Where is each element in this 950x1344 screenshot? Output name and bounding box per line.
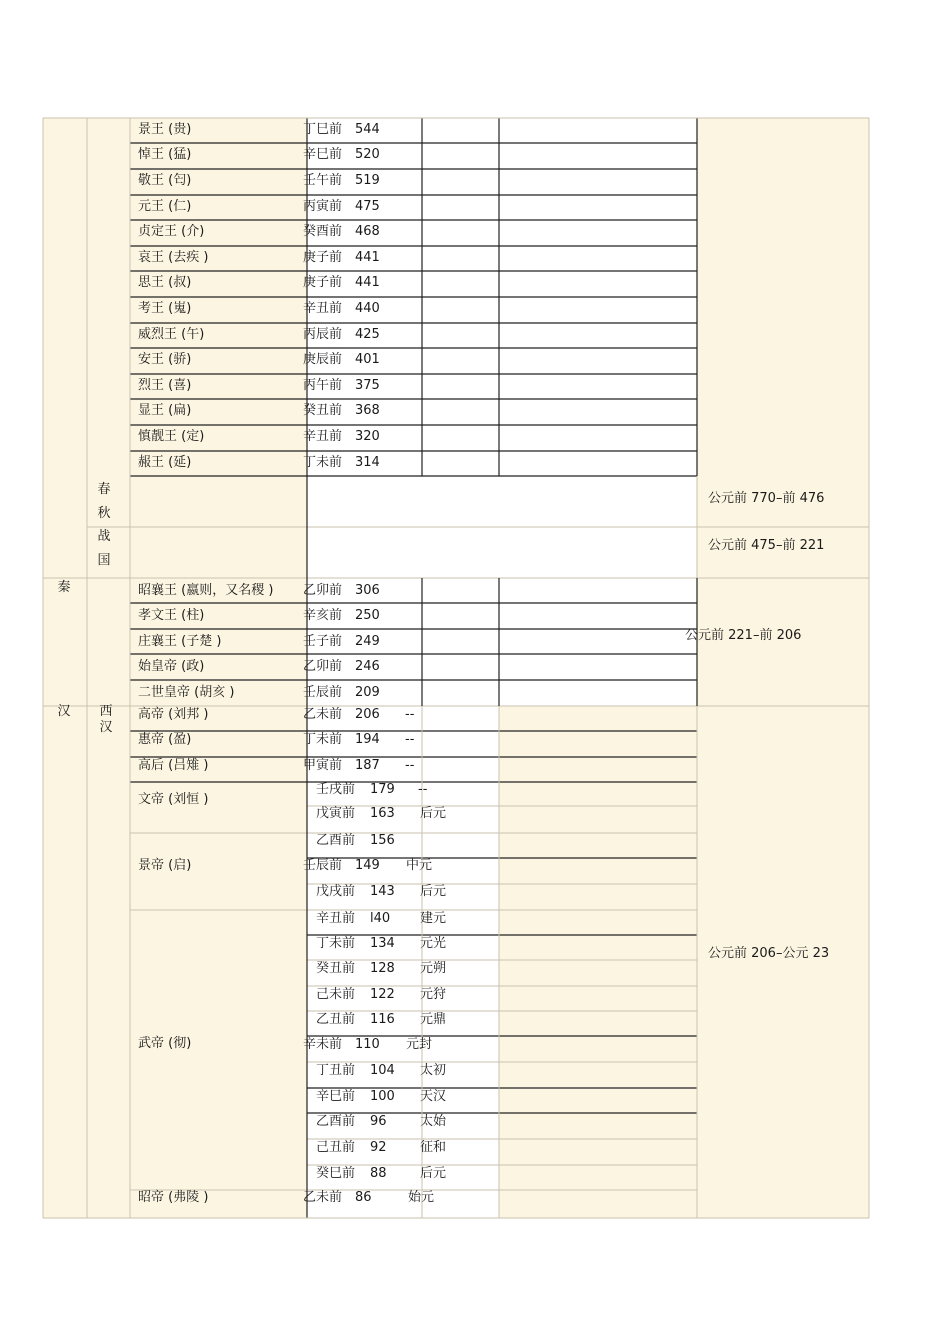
- reign-name: 威烈王 (午): [138, 327, 205, 342]
- zhanguo-label-1: 战: [97, 529, 111, 544]
- han-sub-2: 汉: [99, 720, 113, 735]
- era-year: 128: [370, 961, 395, 976]
- reign-year: 306: [355, 583, 380, 598]
- reign-name: 敬王 (匄): [138, 173, 192, 188]
- reign-name: 孝文王 (柱): [138, 608, 205, 623]
- reign-year: 250: [355, 608, 380, 623]
- reign-year: 368: [355, 403, 380, 418]
- reign-name: 贞定王 (介): [138, 224, 205, 239]
- era-ganzhi: 癸巳前: [316, 1166, 356, 1181]
- reign-year: 249: [355, 634, 380, 649]
- reign-year: 375: [355, 378, 380, 393]
- reign-name: 始皇帝 (政): [138, 659, 205, 674]
- era-year: 134: [370, 936, 395, 951]
- reign-year: 187: [355, 758, 380, 773]
- dynasty-han: 汉: [57, 704, 71, 719]
- chunqiu-label-1: 春: [97, 482, 111, 497]
- chunqiu-label-2: 秋: [97, 506, 111, 521]
- reign-year: 475: [355, 199, 380, 214]
- reign-ganzhi: 庚子前: [303, 275, 343, 290]
- reign-name: 安王 (骄): [138, 352, 192, 367]
- reign-ganzhi: 庚辰前: [303, 352, 343, 367]
- chunqiu-span: 公元前 770–前 476: [708, 491, 825, 506]
- era-name: 元朔: [420, 961, 447, 976]
- reign-name: 显王 (扁): [138, 403, 192, 418]
- era-ganzhi: 辛未前: [303, 1037, 343, 1052]
- reign-ganzhi: 庚子前: [303, 250, 343, 265]
- era-ganzhi: 乙丑前: [316, 1012, 356, 1027]
- reign-year: 209: [355, 685, 380, 700]
- era-year: 116: [370, 1012, 395, 1027]
- reign-name: 文帝 (刘恒 ): [138, 792, 209, 807]
- reign-era: 始元: [408, 1190, 435, 1205]
- era-year: 122: [370, 987, 395, 1002]
- reign-ganzhi: 癸酉前: [303, 224, 343, 239]
- era-year: 149: [355, 858, 380, 873]
- era-year: 143: [370, 884, 395, 899]
- era-ganzhi: 辛丑前: [316, 911, 356, 926]
- reign-ganzhi: 癸丑前: [303, 403, 343, 418]
- era-name: 后元: [420, 806, 447, 821]
- era-name: 天汉: [420, 1089, 447, 1104]
- era-ganzhi: 乙酉前: [316, 833, 356, 848]
- reign-ganzhi: 丁未前: [303, 732, 343, 747]
- reign-name: 慎靓王 (定): [138, 429, 205, 444]
- era-year: l40: [370, 911, 391, 926]
- reign-name: 二世皇帝 (胡亥 ): [138, 685, 235, 700]
- era-ganzhi: 己未前: [316, 987, 356, 1002]
- reign-ganzhi: 丙辰前: [303, 327, 343, 342]
- era-name: 元光: [420, 936, 447, 951]
- reign-ganzhi: 乙卯前: [303, 659, 343, 674]
- reign-name: 武帝 (彻): [138, 1036, 192, 1051]
- reign-year: 519: [355, 173, 380, 188]
- reign-name: 昭襄王 (嬴则，又名稷 ): [138, 583, 274, 598]
- reign-ganzhi: 乙卯前: [303, 583, 343, 598]
- era-year: 92: [370, 1140, 387, 1155]
- reign-ganzhi: 丁巳前: [303, 122, 343, 137]
- reign-year: 440: [355, 301, 380, 316]
- reign-year: 401: [355, 352, 380, 367]
- reign-year: 246: [355, 659, 380, 674]
- reign-name: 赧王 (延): [138, 455, 192, 470]
- reign-year: 441: [355, 275, 380, 290]
- reign-year: 86: [355, 1190, 372, 1205]
- era-name: 元鼎: [420, 1012, 447, 1027]
- era-ganzhi: 丁丑前: [316, 1063, 356, 1078]
- reign-ganzhi: 壬辰前: [303, 685, 343, 700]
- reign-year: 441: [355, 250, 380, 265]
- reign-era: --: [405, 758, 415, 773]
- reign-era: --: [405, 707, 415, 722]
- reign-year: 544: [355, 122, 380, 137]
- era-ganzhi: 癸丑前: [316, 961, 356, 976]
- era-year: 163: [370, 806, 395, 821]
- era-year: 100: [370, 1089, 395, 1104]
- reign-ganzhi: 丁未前: [303, 455, 343, 470]
- era-ganzhi: 壬辰前: [303, 858, 343, 873]
- era-name: 元封: [406, 1037, 433, 1052]
- era-ganzhi: 乙酉前: [316, 1114, 356, 1129]
- reign-year: 320: [355, 429, 380, 444]
- reign-name: 哀王 (去疾 ): [138, 250, 209, 265]
- white-chunqiu: [307, 478, 697, 578]
- era-name: 太始: [420, 1114, 447, 1129]
- reign-name: 庄襄王 (子楚 ): [138, 634, 222, 649]
- reign-ganzhi: 辛丑前: [303, 301, 343, 316]
- reign-name: 昭帝 (弗陵 ): [138, 1190, 209, 1205]
- era-name: 后元: [420, 884, 447, 899]
- reign-year: 194: [355, 732, 380, 747]
- era-name: 建元: [420, 911, 447, 926]
- reign-year: 314: [355, 455, 380, 470]
- era-name: 元狩: [420, 987, 447, 1002]
- reign-name: 景帝 (启): [138, 858, 192, 873]
- reign-ganzhi: 乙未前: [303, 1190, 343, 1205]
- reign-era: --: [405, 732, 415, 747]
- era-name: 中元: [406, 858, 433, 873]
- reign-name: 悼王 (猛): [138, 147, 192, 162]
- era-ganzhi: 戊戌前: [316, 884, 356, 899]
- reign-ganzhi: 辛巳前: [303, 147, 343, 162]
- era-year: 88: [370, 1166, 387, 1181]
- han-span: 公元前 206–公元 23: [708, 946, 830, 961]
- zhanguo-span: 公元前 475–前 221: [708, 538, 825, 553]
- reign-year: 206: [355, 707, 380, 722]
- era-ganzhi: 戊寅前: [316, 806, 356, 821]
- reign-name: 高后 (吕雉 ): [138, 758, 209, 773]
- reign-name: 惠帝 (盈): [138, 732, 192, 747]
- reign-name: 景王 (贵): [138, 122, 192, 137]
- reign-year: 520: [355, 147, 380, 162]
- zhanguo-label-2: 国: [97, 553, 111, 568]
- cream-col-han: [499, 706, 697, 1218]
- reign-ganzhi: 壬子前: [303, 634, 343, 649]
- era-name: 征和: [420, 1140, 447, 1155]
- reign-ganzhi: 丙午前: [303, 378, 343, 393]
- dynasty-qin: 秦: [57, 580, 71, 595]
- reign-ganzhi: 乙未前: [303, 707, 343, 722]
- qin-span: 公元前 221–前 206: [685, 628, 802, 643]
- reign-year: 468: [355, 224, 380, 239]
- reign-name: 高帝 (刘邦 ): [138, 707, 209, 722]
- era-name: 太初: [420, 1063, 447, 1078]
- reign-name: 考王 (嵬): [138, 301, 192, 316]
- reign-ganzhi: 辛亥前: [303, 608, 343, 623]
- era-year: 156: [370, 833, 395, 848]
- era-year: 96: [370, 1114, 387, 1129]
- white-zhou: [307, 118, 697, 478]
- era-name: 后元: [420, 1166, 447, 1181]
- cream-col-span: [697, 118, 869, 1218]
- reign-ganzhi: 甲寅前: [303, 758, 343, 773]
- han-sub-1: 西: [99, 704, 113, 719]
- era-name: --: [418, 782, 428, 797]
- reign-ganzhi: 丙寅前: [303, 199, 343, 214]
- era-ganzhi: 辛巳前: [316, 1089, 356, 1104]
- era-ganzhi: 丁未前: [316, 936, 356, 951]
- era-year: 104: [370, 1063, 395, 1078]
- reign-name: 思王 (叔): [138, 275, 192, 290]
- reign-name: 烈王 (喜): [138, 378, 192, 393]
- era-ganzhi: 壬戌前: [316, 782, 356, 797]
- reign-ganzhi: 辛丑前: [303, 429, 343, 444]
- era-year: 179: [370, 782, 395, 797]
- reign-name: 元王 (仁): [138, 199, 192, 214]
- reign-year: 425: [355, 327, 380, 342]
- era-ganzhi: 己丑前: [316, 1140, 356, 1155]
- reign-ganzhi: 壬午前: [303, 173, 343, 188]
- era-year: 110: [355, 1037, 380, 1052]
